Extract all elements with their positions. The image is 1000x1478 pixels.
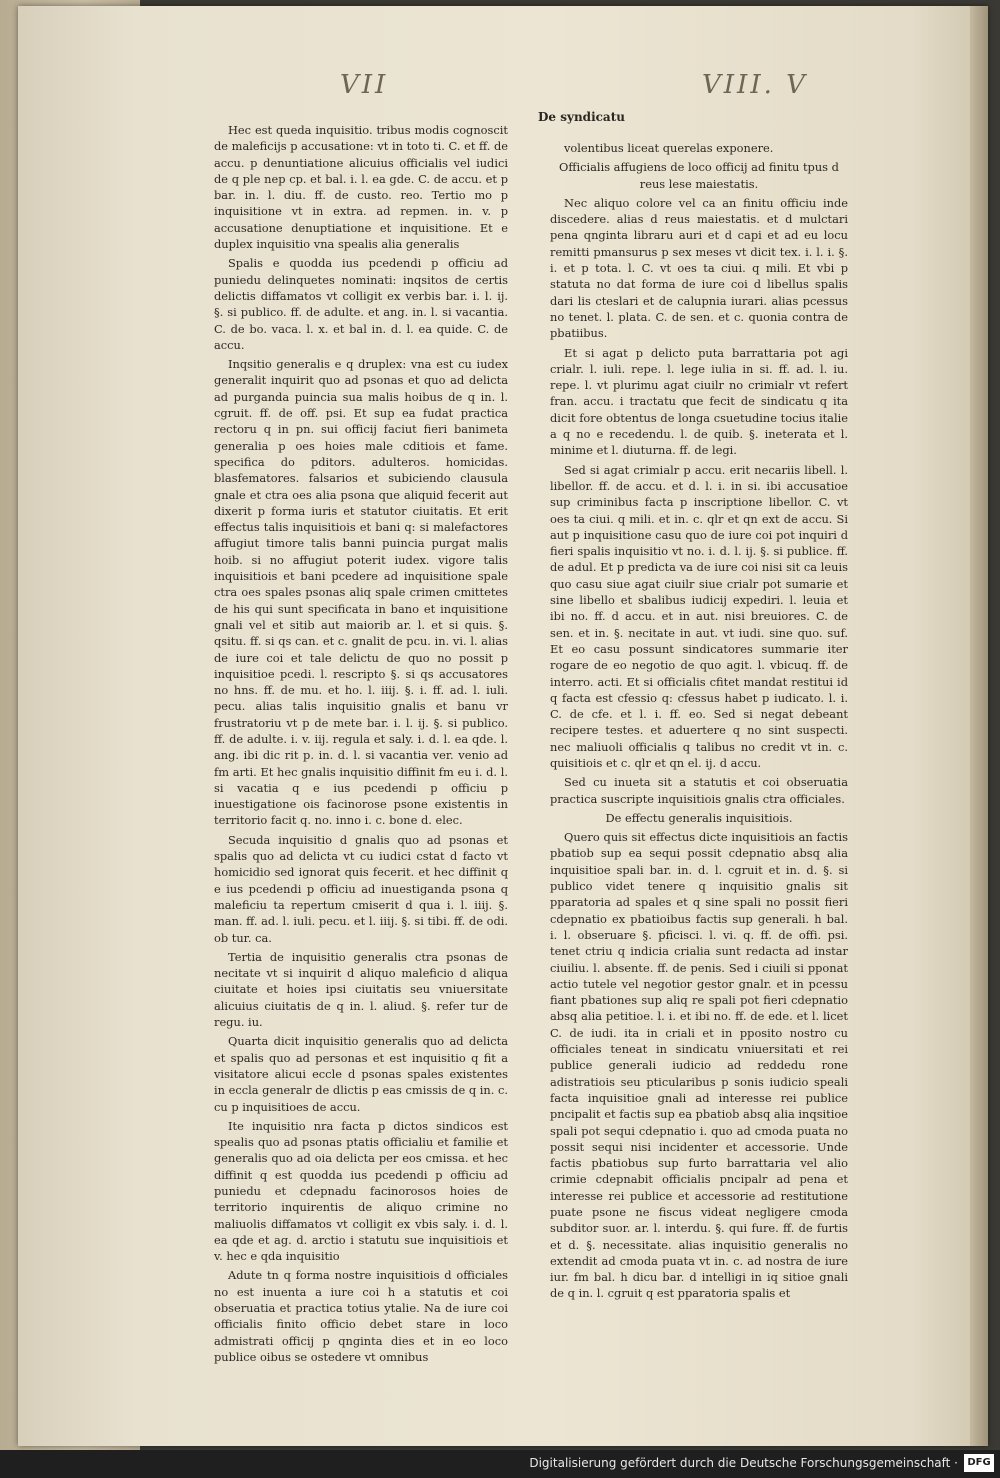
folio-number-right: VIII. V bbox=[702, 70, 808, 100]
paragraph: Tertia de inquisitio generalis ctra psonas de necitate vt si inquirit d aliquo maleficio d aliqua ciuitate et hoies ipsi ciuitatis seu vniuersitate alicuius ciuitatis de q in. l. aliud. §. refer tur de regu. iu. bbox=[214, 949, 508, 1030]
paragraph: volentibus liceat querelas exponere. bbox=[564, 141, 774, 155]
paragraph: Et si agat p delicto puta barrattaria pot agi crialr. l. iuli. repe. l. lege iulia in si. ff. ad. l. iu. repe. l. vt plurimu agat ciuilr no crimialr vt refert fran. accu. i tractatu que fecit de sindicatu q ita dicit fore obtentus de longa csuetudine tocius italie a q no e recedendu. l. de quib. §. ineterata et l. minime et l. diuturna. ff. de legi. bbox=[550, 345, 848, 458]
page-edge-strip bbox=[970, 6, 988, 1446]
section-heading: De effectu generalis inquisitiois. bbox=[605, 810, 793, 825]
text-column-right bbox=[550, 140, 848, 1301]
paragraph: Sed cu inueta sit a statutis et coi obseruatia practica suscripte inquisitiois gnalis ctra officiales. bbox=[550, 775, 848, 806]
folio-number-left: VII bbox=[340, 70, 389, 100]
paragraph: Quarta dicit inquisitio generalis quo ad delicta et spalis quo ad personas et est inquisitio q fit a visitatore alicui eccle d psonas spales existentes in eccla generalr de dlictis p eas cmissis de q in. c. cu p inquisitioes de accu. bbox=[214, 1034, 508, 1114]
text-column-left bbox=[214, 122, 508, 1364]
section-heading: Officialis affugiens de loco officij ad finitu tpus d reus lese maiestatis. bbox=[559, 160, 839, 191]
footer-credit: Digitalisierung gefördert durch die Deutsche Forschungsgemeinschaft · bbox=[529, 1456, 958, 1470]
paragraph: Secuda inquisitio d gnalis quo ad psonas et spalis quo ad delicta vt cu iudici cstat d facto vt homicidio sed ignorat quis fecerit. et hec diffinit q e ius pcedendi p officiu ad inuestiganda psona q maleficiu ta repertum cmiserit d qua i. l. iiij. §. man. ff. ad. l. iuli. pecu. et l. iiij. §. si tibi. ff. de odi. ob tur. ca. bbox=[214, 832, 508, 945]
dfg-logo: DFG bbox=[964, 1454, 994, 1472]
paragraph: Hec est queda inquisitio. tribus modis cognoscit de maleficijs p accusatione: vt in toto ti. C. et ff. de accu. p denuntiatione alicuius officialis vel iudici de q ple nep cp. et bal. i. l. ea gde. C. de accu. et p bar. in. l. diu. ff. de custo. reo. Tertio mo p inquisitione vt in extra. ad repmen. in. v. p accusatione denuptiatione et inquisitione. Et e duplex inquisitio vna spealis alia generalis bbox=[214, 123, 508, 252]
footer-bar bbox=[0, 1450, 1000, 1478]
paragraph: Inqsitio generalis e q druplex: vna est cu iudex generalit inquirit quo ad psonas et quo ad delicta ad purganda puincia sua malis hoibus de q in. l. cgruit. ff. de off. psi. Et sup ea fudat practica rectoru q in pn. sui officij faciut fieri banimeta generalia p oes hoies male cditiois et fame. specifica do pditors. adulteros. homicidas. blasfematores. falsarios et subiciendo clausula gnale et ctra oes alia psona que aliquid fecerit aut dixerit p forma iuris et statutor ciuitatis. Et erit effectus talis inquisitiois et bani q: si malefactores affugiut timore talis banni puincia purgat malis hoib. si no affugiut poterit iudex. vigore talis inquisitiois et bani pcedere ad inquisitione spale ctra oes spales psonas aliq spale crimen cmittetes de his qui sunt specificata in bano et inquisitione gnali vel et sitib aut maiorib ar. l. et si quis. §. qsitu. ff. si qs can. et c. gnalit de pcu. in. vi. l. alias de iure coi et tale delictu de quo no possit p inquisitioe pcedi. l. rescripto §. si qs accusatores no hns. ff. de mu. et ho. l. iiij. §. i. ff. ad. l. iuli. pecu. alias talis inquisitio gnalis et banu vr frustratoriu vt p de mete bar. i. l. ij. §. si publico. ff. de adulte. i. v. iij. regula et saly. i. d. l. ea qde. l. ang. ibi dic rit p. in. d. l. si vacantia ver. venio ad fm arti. Et hec gnalis inquisitio diffinit fm eu i. d. l. si vacatia q e ius pcedendi p officiu p inuestigatione ois facinorose psone existentis in territorio facit q. no. inno i. c. bone d. elec. bbox=[214, 357, 508, 828]
paragraph: Nec aliquo colore vel ca an finitu officiu inde discedere. alias d reus maiestatis. et d mulctari pena qnginta libraru auri et d capi et ad eu locu remitti pmansurus p sex meses vt dicit tex. i. l. i. §. i. et p tota. l. C. vt oes ta ciui. q mili. Et vbi p statuta no dat forma de iure coi d libellus spalis dari lis cteslari et de calupnia iurari. alias pcessus no tenet. l. plata. C. de sen. et c. quonia contra de pbatiibus. bbox=[550, 195, 848, 341]
paragraph: Ite inquisitio nra facta p dictos sindicos est spealis quo ad psonas ptatis officialiu et familie et generalis quo ad oia delicta per eos cmissa. et hec diffinit q est quodda ius pcedendi p officiu ad puniedu et cdepnadu facinorosos hoies de territorio inquirentis de aliquo crimine no maliuolis diffamatos vt colligit ex vbis saly. i. d. l. ea qde et ag. d. arctio i statutu sue inquisitiois et v. hec e qda inquisitio bbox=[214, 1118, 508, 1264]
paragraph: Quero quis sit effectus dicte inquisitiois an factis pbatiob sup ea sequi possit cdepnatio absq alia inquisitioe spali bar. in. d. l. cgruit et in. d. §. si publico videt tenere q inquisitio gnalis sit pparatoria ad spales et q sine spali no possit fieri cdepnatio ex pbatioibus factis sup generali. h bal. i. l. obseruare §. pficisci. l. vi. q. ff. de offi. psi. tenet ctriu q indicia crialia sunt redacta ad instar ciuiliu. l. absente. ff. de penis. Sed i ciuili si pponat actio tutele vel negotior gestor gnalr. et in pcessu fiant pbationes sup aliq re spali pot fieri cdepnatio absq alia petitioe. l. i. et ibi no. ff. de ede. et l. licet C. de iudi. ita in criali et in pposito nostro cu officiales teneat in sindicatu vniuersitati et rei publice generali iudicio ad reddedu rone adistratiois seu pticularibus p sonis iudicio speali facta inquisitioe gnali ad interesse rei publice pncipalit et factis sup ea pbatiob absq alia inqsitioe spali pot sequi cdepnatio i. quo ad cmoda puata no possit sequi nisi incidenter et accessorie. Unde factis pbatiobus sup furto barrattaria vel alio crimie cdepnabit officialis pncipalr ad pena et interesse rei publice et accessorie ad restitutione puate psone ne fiscus videat negligere cmoda subditor suor. ar. l. interdu. §. qui fure. ff. de furtis et d. §. necessitate. alias inquisitio generalis no extendit ad cmoda puata vt in. c. ad nostra de iure iur. fm bal. h dicu bar. d intelligi in iq sitioe gnali de q in. l. cgruit q est pparatoria spalis et bbox=[550, 830, 848, 1301]
running-title: De syndicatu bbox=[538, 110, 625, 124]
paragraph: Spalis e quodda ius pcedendi p officiu ad puniedu delinquetes nominati: inqsitos de certis delictis diffamatos vt colligit ex verbis bar. i. l. ij. §. si publico. ff. de adulte. et ang. in. l. si vacantia. C. de bo. vaca. l. x. et bal in. d. l. ea quide. C. de accu. bbox=[214, 256, 508, 352]
paragraph: Adute tn q forma nostre inquisitiois d officiales no est inuenta a iure coi h a statutis et coi obseruatia et practica totius ytalie. Na de iure coi officialis finito officio debet stare in loco admistrati officij p qnginta dies et in eo loco publice oibus se ostedere vt omnibus bbox=[214, 1268, 508, 1364]
paragraph: Sed si agat crimialr p accu. erit necariis libell. l. libellor. ff. de accu. et d. l. i. in si. ibi accusatioe sup criminibus facta p inscriptione libellor. C. vt oes ta ciui. q mili. et in. c. qlr et qn ext de accu. Si aut p inquisitione casu quo de iure coi pot inquiri d fieri spalis inquisitio vt no. i. d. l. ij. §. si publice. ff. de adul. Et p predicta va de iure coi nisi sit ca leuis quo casu siue agat ciuilr siue crialr pot sumarie et sine libello et sbalibus iudicij expediri. l. leuia et ibi no. ff. d accu. et in aut. nisi breuiores. C. de sen. et in. §. necitate in aut. vt iudi. sine quo. suf. Et eo casu possunt sindicatores summarie iter rogare de eo negotio de quo agit. l. vbicuq. ff. de interro. acti. Et si officialis cfitet mandat restitui id q facta est cfessio q: cfessus habet p iudicato. l. i. C. de cfe. et l. i. ff. eo. Sed si negat debeant recipere testes. et aduertere q no sint suspecti. nec maliuoli officialis q talibus no credit vt in. c. quisitiois et c. qlr et qn el. ij. d accu. bbox=[550, 462, 848, 770]
